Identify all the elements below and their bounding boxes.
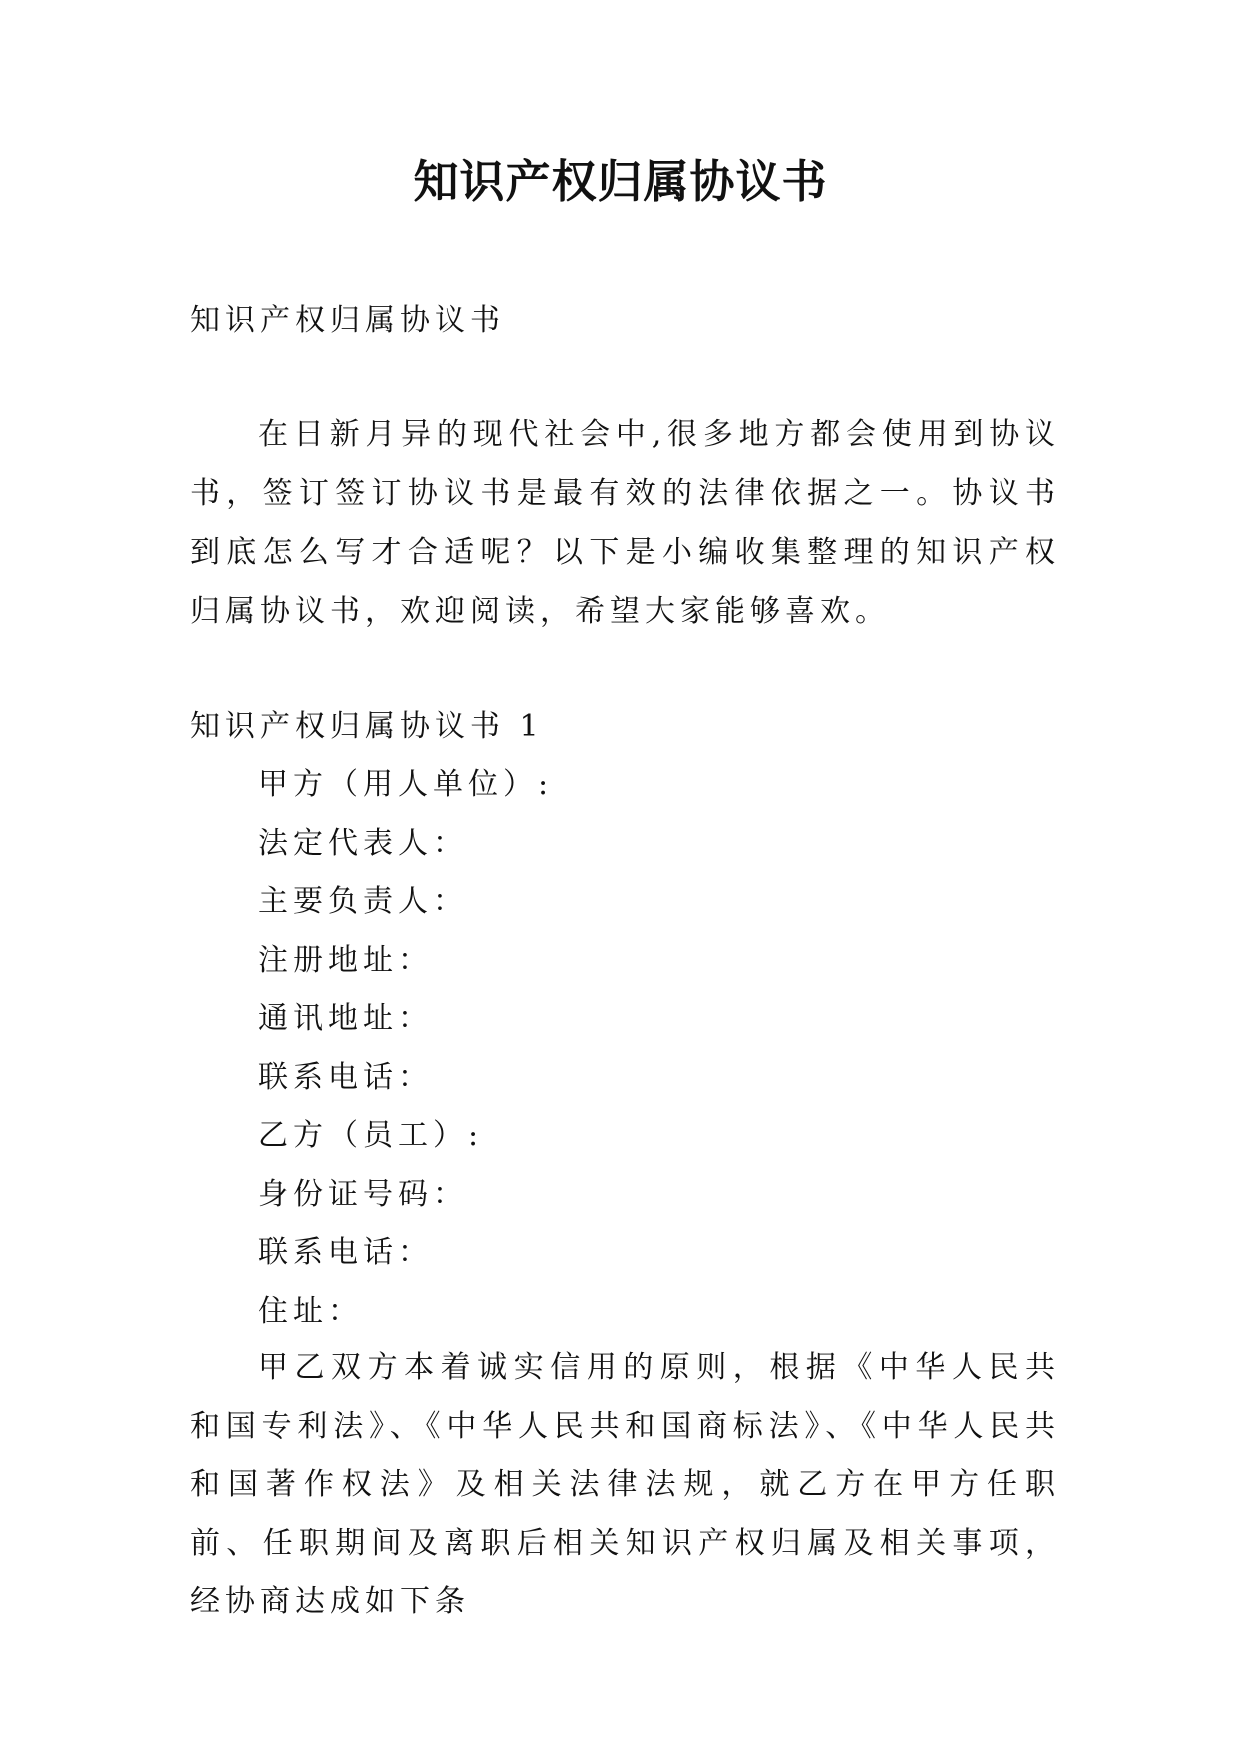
field-residence: 住址： [258, 1293, 363, 1329]
field-phone-party-b: 联系电话： [258, 1235, 433, 1270]
field-legal-representative: 法定代表人： [258, 825, 468, 861]
field-party-a: 甲方（用人单位）: [258, 767, 554, 802]
field-registered-address: 注册地址： [258, 942, 433, 978]
intro-paragraph: 在日新月异的现代社会中,很多地方都会使用到协议书，签订签订协议书是最有效的法律依据之一。协议书到底怎么写才合适呢？以下是小编收集整理的知识产权归属协议书，欢迎阅读，希望大家能够喜欢。 [190, 417, 1060, 629]
field-phone-party-a: 联系电话： [258, 1059, 433, 1095]
field-mailing-address: 通讯地址： [258, 1001, 433, 1036]
document-title: 知识产权归属协议书 [413, 155, 828, 208]
field-party-b: 乙方（员工）: [258, 1118, 484, 1153]
document-subtitle: 知识产权归属协议书 [190, 303, 505, 338]
party-fields [258, 756, 1058, 1341]
section-heading: 知识产权归属协议书 1 [190, 709, 544, 744]
field-id-number: 身份证号码： [258, 1176, 468, 1212]
clause-paragraph: 甲乙双方本着诚实信用的原则，根据《中华人民共和国专利法》、《中华人民共和国商标法》、《中华人民共和国著作权法》及相关法律法规，就乙方在甲方任职前、任职期间及离职后相关知识产权归属及相关事项，经协商达成如下条 [190, 1350, 1060, 1619]
field-principal: 主要负责人： [258, 884, 468, 919]
